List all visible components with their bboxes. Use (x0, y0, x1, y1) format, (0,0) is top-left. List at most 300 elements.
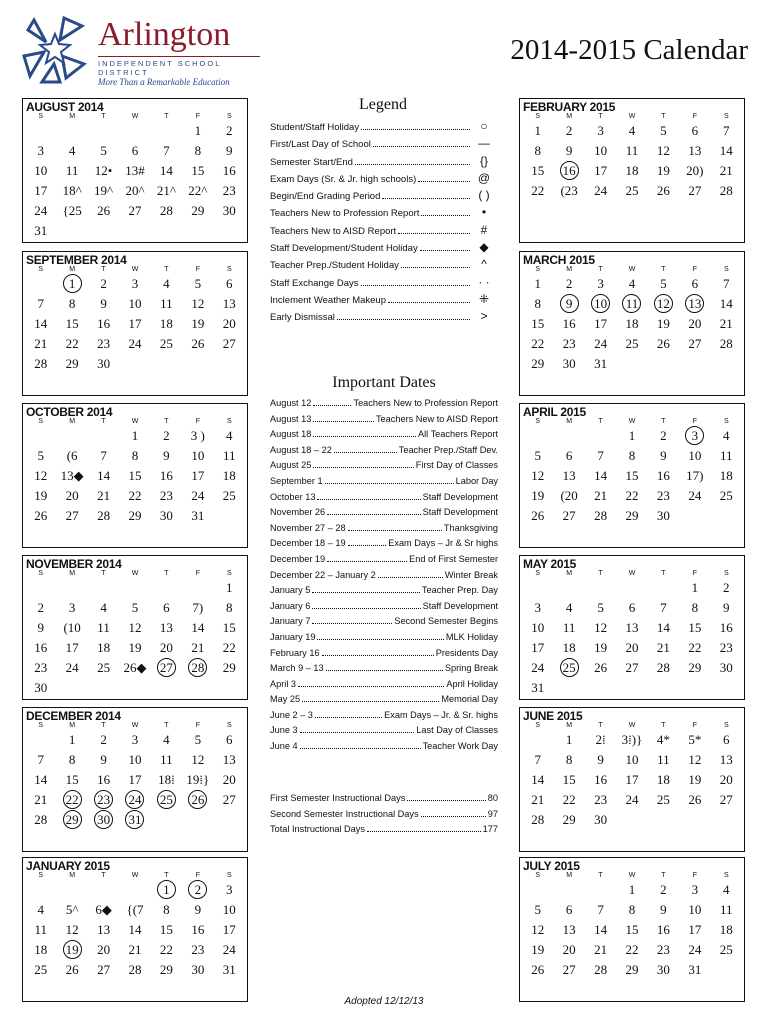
day-cell: 30 (34, 680, 48, 695)
day-cell (151, 678, 182, 698)
event-label: Teacher Prep. Day (421, 585, 498, 596)
holiday-circle: 1 (63, 274, 82, 293)
date-label: November 27 – 28 (270, 522, 346, 533)
day-cell: 20 (222, 772, 236, 787)
day-cell: 24 (65, 660, 79, 675)
legend-item (270, 153, 496, 170)
day-cell: 15 (65, 772, 79, 787)
day-cell: 13 (562, 468, 576, 483)
day-grid (23, 578, 247, 698)
day-cell: 1 (534, 276, 541, 291)
day-cell: 27 (688, 183, 702, 198)
day-cell: 21^ (156, 183, 176, 198)
day-cell: 1 (68, 732, 76, 747)
day-cell: 22 (531, 336, 545, 351)
day-cell: 21 (719, 316, 733, 331)
total-value: 97 (487, 808, 498, 819)
day-cell: 14 (97, 468, 111, 483)
leader-dots (313, 458, 413, 468)
date-label: March 9 – 13 (270, 663, 324, 674)
date-label: February 16 (270, 647, 320, 658)
holiday-circle: 25 (157, 790, 176, 809)
day-cell: 29 (222, 660, 236, 675)
day-cell (88, 578, 119, 598)
day-cell (214, 810, 245, 830)
day-cell: {25 (62, 203, 82, 218)
legend-item (270, 256, 496, 273)
legend-list (270, 118, 496, 326)
day-cell (679, 294, 710, 314)
leader-dots (327, 552, 407, 562)
day-cell (616, 578, 647, 598)
weekday-label: F (195, 722, 200, 729)
day-cell: 28 (97, 508, 111, 523)
day-cell (522, 426, 553, 446)
month-box (519, 98, 745, 243)
weekday-label: F (195, 570, 200, 577)
day-cell (182, 678, 213, 698)
day-cell: (6 (66, 448, 78, 463)
weekday-label: T (101, 266, 106, 273)
day-cell: 20 (625, 640, 639, 655)
day-cell (679, 506, 710, 526)
day-grid (520, 730, 744, 830)
day-cell: 4 (163, 276, 170, 291)
legend-item (270, 187, 496, 204)
weekday-label: M (566, 266, 573, 273)
day-cell: 1 (691, 580, 699, 595)
date-item (270, 412, 498, 428)
day-cell: 25 (625, 183, 639, 198)
day-cell (25, 426, 56, 446)
day-cell (151, 221, 182, 241)
day-cell: 4 (68, 143, 76, 158)
total-item (270, 822, 498, 838)
weekday-label: F (195, 113, 200, 120)
day-cell: 4 (226, 428, 233, 443)
day-cell: 8 (534, 296, 541, 311)
event-label: Exam Days – Jr. & Sr. highs (384, 709, 498, 720)
day-cell (648, 578, 679, 598)
day-cell: 6 (691, 276, 699, 291)
day-cell: 29 (625, 508, 639, 523)
event-label: Winter Break (444, 569, 498, 580)
day-cell (119, 790, 150, 810)
day-cell: 14 (594, 468, 608, 483)
date-item (270, 692, 498, 708)
event-label: Labor Day (455, 475, 498, 486)
weekday-label: T (598, 266, 603, 273)
day-cell: 10 (688, 902, 702, 917)
date-item (270, 583, 498, 599)
month-box (22, 857, 248, 1002)
day-cell: 18 (222, 468, 236, 483)
holiday-circle: 31 (125, 810, 144, 829)
leader-dots (325, 474, 454, 484)
day-cell: 21 (97, 488, 111, 503)
legend-item (270, 135, 496, 152)
day-cell: 24 (34, 203, 48, 218)
day-cell: 28 (656, 660, 670, 675)
event-label: Memorial Day (441, 694, 498, 705)
day-cell: 16 (719, 620, 733, 635)
leader-dots (313, 427, 416, 437)
day-cell: 2 (163, 428, 170, 443)
legend-label: Exam Days (Sr. & Jr. high schools) (270, 173, 417, 185)
weekday-label: M (69, 266, 76, 273)
day-cell (119, 880, 150, 900)
weekday-label: W (628, 872, 636, 879)
day-cell: 30 (562, 356, 576, 371)
day-cell: 11 (160, 296, 173, 311)
weekday-label: T (661, 722, 666, 729)
day-cell (119, 578, 150, 598)
day-cell: 8 (534, 143, 541, 158)
day-cell: 4 (628, 276, 636, 291)
day-cell: 28 (34, 356, 48, 371)
weekday-label: W (628, 722, 636, 729)
weekday-label: M (566, 113, 573, 120)
legend-symbol: · · (478, 274, 490, 289)
legend-symbol: — (478, 136, 490, 151)
day-cell: 15 (688, 620, 702, 635)
leader-dots (421, 206, 470, 216)
day-cell: 22 (625, 488, 639, 503)
day-cell: 27 (625, 660, 639, 675)
leader-dots (312, 614, 392, 624)
district-subtitle: INDEPENDENT SCHOOL DISTRICT (98, 56, 260, 77)
weekday-label: S (535, 872, 541, 879)
day-cell: 30 (719, 660, 733, 675)
day-cell: 6 (163, 600, 170, 615)
day-cell: 5 (660, 276, 667, 291)
day-cell: 24 (688, 488, 702, 503)
day-cell (88, 121, 119, 141)
weekday-label: M (566, 872, 573, 879)
district-tagline: More Than a Remarkable Education (98, 77, 230, 87)
weekday-header (520, 418, 744, 426)
leader-dots (312, 583, 420, 593)
day-cell: 8 (628, 448, 636, 463)
weekday-label: F (692, 418, 697, 425)
day-cell: 3 (691, 882, 699, 897)
day-cell: 2 (37, 600, 44, 615)
day-cell (648, 678, 679, 698)
day-cell (56, 274, 87, 294)
weekday-label: T (164, 113, 169, 120)
legend-label: Teachers New to Profession Report (270, 208, 420, 220)
legend-label: Teachers New to AISD Report (270, 225, 397, 237)
day-cell (182, 658, 213, 678)
day-cell (151, 880, 182, 900)
day-cell: 19^ (94, 183, 114, 198)
weekday-label: S (723, 418, 729, 425)
day-cell: 17 (191, 468, 205, 483)
day-cell (182, 578, 213, 598)
date-item (270, 474, 498, 490)
day-cell (88, 426, 119, 446)
date-item (270, 599, 498, 615)
instructional-days-totals (270, 791, 498, 838)
day-cell: 23 (222, 183, 236, 198)
date-item (270, 552, 498, 568)
day-cell (151, 810, 182, 830)
weekday-label: T (164, 570, 169, 577)
day-cell: 6 (226, 276, 233, 291)
weekday-label: W (131, 418, 139, 425)
total-item (270, 791, 498, 807)
day-cell: 9 (163, 448, 170, 463)
day-cell: 10 (625, 752, 639, 767)
day-cell: 22 (625, 942, 639, 957)
day-cell: 29 (562, 812, 576, 827)
day-cell: 18^ (62, 183, 82, 198)
day-cell (56, 221, 87, 241)
legend-label: Begin/End Grading Period (270, 191, 381, 203)
legend-item (270, 118, 496, 135)
day-cell (616, 810, 647, 830)
day-cell: (23 (560, 183, 578, 198)
day-cell: 25 (625, 336, 639, 351)
day-cell (679, 810, 710, 830)
day-cell: 5 (100, 143, 107, 158)
date-label: June 4 (270, 741, 298, 752)
day-cell: 14 (594, 922, 608, 937)
day-cell: 16 (222, 163, 236, 178)
day-cell: 22 (688, 640, 702, 655)
totals-list (270, 791, 498, 838)
weekday-label: W (628, 570, 636, 577)
weekday-label: S (723, 266, 729, 273)
weekday-header (23, 113, 247, 121)
day-cell (585, 578, 616, 598)
day-grid (520, 880, 744, 980)
weekday-label: S (226, 418, 232, 425)
day-cell: 26 (594, 660, 608, 675)
day-cell: 13 (222, 752, 236, 767)
day-cell: 6 (131, 143, 139, 158)
day-cell (553, 294, 584, 314)
day-cell: 10 (222, 902, 236, 917)
holiday-circle: 11 (622, 294, 641, 313)
day-cell: 15 (159, 922, 173, 937)
day-cell (711, 960, 742, 980)
date-label: January 7 (270, 616, 311, 627)
event-label: Last Day of Classes (416, 725, 498, 736)
day-cell (119, 810, 150, 830)
day-cell: 21 (34, 336, 48, 351)
day-grid (23, 880, 247, 980)
event-label: Teachers New to AISD Report (375, 413, 498, 424)
day-cell: 29 (531, 356, 545, 371)
day-cell: 18 (34, 942, 48, 957)
legend-item (270, 308, 496, 325)
day-cell: 26 (656, 183, 670, 198)
total-label: Second Semester Instructional Days (270, 808, 419, 819)
day-cell: 27 (97, 962, 111, 977)
date-label: January 5 (270, 585, 311, 596)
date-item (270, 614, 498, 630)
day-grid (520, 121, 744, 201)
day-cell: 8 (131, 448, 139, 463)
holiday-circle: 19 (63, 940, 82, 959)
day-cell: 11 (97, 620, 110, 635)
day-cell: 2 (100, 276, 107, 291)
leader-dots (407, 791, 485, 801)
leader-dots (326, 661, 443, 671)
day-cell: 24 (191, 488, 205, 503)
day-cell: 16 (97, 316, 111, 331)
day-cell: 22 (65, 336, 79, 351)
event-label: Thanksgiving (443, 522, 498, 533)
day-cell: 20 (719, 772, 733, 787)
day-cell: 1 (226, 580, 233, 595)
day-cell: 3 (597, 276, 604, 291)
day-cell: 2 (660, 428, 667, 443)
day-cell: 24 (222, 942, 236, 957)
day-cell (151, 121, 182, 141)
day-cell: (20 (560, 488, 578, 503)
weekday-header (23, 570, 247, 578)
day-cell: 20^ (125, 183, 145, 198)
day-cell: 25 (34, 962, 48, 977)
day-cell: 1 (565, 732, 573, 747)
day-cell: 15 (222, 620, 236, 635)
day-cell: 3 (131, 732, 139, 747)
date-item (270, 646, 498, 662)
weekday-header (23, 418, 247, 426)
day-cell: 13 (222, 296, 236, 311)
day-grid (23, 426, 247, 526)
leader-dots (401, 258, 470, 268)
weekday-label: S (535, 570, 541, 577)
day-cell (182, 790, 213, 810)
day-cell: 7 (597, 902, 604, 917)
day-cell: 16 (97, 772, 111, 787)
day-cell: 15 (531, 316, 545, 331)
day-cell: 21 (34, 792, 48, 807)
day-cell (553, 880, 584, 900)
day-cell: 18 (625, 163, 639, 178)
holiday-circle: 25 (560, 658, 579, 677)
day-cell: 3 (37, 143, 44, 158)
weekday-label: W (131, 872, 139, 879)
day-cell (182, 221, 213, 241)
leader-dots (327, 505, 420, 515)
weekday-label: M (69, 418, 76, 425)
day-cell: 5 (194, 276, 202, 291)
day-cell: 27 (688, 336, 702, 351)
day-cell: 13# (125, 163, 145, 178)
day-cell: 19 (531, 942, 545, 957)
day-cell: 28 (159, 203, 173, 218)
day-cell: 15 (625, 468, 639, 483)
date-label: August 25 (270, 460, 312, 471)
holiday-circle: 12 (654, 294, 673, 313)
day-cell: 16 (594, 772, 608, 787)
weekday-label: S (38, 570, 44, 577)
day-cell: 3 (597, 123, 604, 138)
weekday-label: S (535, 722, 541, 729)
day-cell: 23 (656, 488, 670, 503)
day-cell: 31 (191, 508, 205, 523)
weekday-label: S (723, 722, 729, 729)
day-cell: 11 (625, 143, 639, 158)
day-cell: 28 (34, 812, 48, 827)
day-cell: 4* (656, 732, 670, 747)
day-cell: 28 (128, 962, 142, 977)
weekday-label: S (226, 722, 232, 729)
day-cell: 17 (688, 922, 702, 937)
month-name: MARCH 2015 (523, 253, 595, 267)
day-cell: 22 (222, 640, 236, 655)
day-cell: 22 (531, 183, 545, 198)
day-cell: 15 (128, 468, 142, 483)
month-name: JUNE 2015 (523, 709, 583, 723)
day-cell (679, 678, 710, 698)
day-cell: 23 (34, 660, 48, 675)
leader-dots (300, 723, 415, 733)
day-grid (520, 426, 744, 526)
leader-dots (361, 276, 470, 286)
day-cell: 13 (719, 752, 733, 767)
day-cell: 3 (68, 600, 76, 615)
day-cell: 9 (660, 448, 667, 463)
day-cell: 21 (594, 942, 608, 957)
day-cell: 2 (226, 123, 233, 138)
day-cell: 9 (597, 752, 604, 767)
day-cell: 19 (191, 316, 205, 331)
day-cell: 24 (688, 942, 702, 957)
day-cell: 30 (159, 508, 173, 523)
day-cell: 11 (720, 448, 733, 463)
holiday-circle: 24 (125, 790, 144, 809)
leader-dots (317, 630, 443, 640)
legend-symbol: ^ (481, 257, 487, 272)
day-cell (214, 354, 245, 374)
weekday-label: S (723, 570, 729, 577)
leader-dots (378, 568, 443, 578)
weekday-label: S (226, 570, 232, 577)
day-cell: 8 (68, 296, 76, 311)
event-label: First Day of Classes (415, 460, 498, 471)
day-cell (182, 880, 213, 900)
legend-label: Student/Staff Holiday (270, 122, 360, 133)
legend-symbol: # (480, 222, 488, 237)
event-label: Teacher Work Day (422, 741, 498, 752)
weekday-header (520, 722, 744, 730)
day-cell: 20 (222, 316, 236, 331)
day-cell (214, 678, 245, 698)
day-cell: 3 (534, 600, 541, 615)
day-cell: 28 (719, 183, 733, 198)
day-cell (553, 658, 584, 678)
day-cell: 7 (534, 752, 541, 767)
leader-dots (348, 536, 387, 546)
day-cell: 20 (562, 942, 576, 957)
event-label: MLK Holiday (445, 631, 498, 642)
day-cell: 17 (222, 922, 236, 937)
leader-dots (367, 822, 481, 832)
day-cell: 24 (531, 660, 545, 675)
day-cell: 1 (194, 123, 202, 138)
day-cell: 11 (223, 448, 236, 463)
weekday-label: S (723, 872, 729, 879)
day-cell: 19 (128, 640, 142, 655)
legend-symbol: ( ) (478, 188, 490, 203)
date-item (270, 505, 498, 521)
day-cell: 5^ (65, 902, 79, 917)
